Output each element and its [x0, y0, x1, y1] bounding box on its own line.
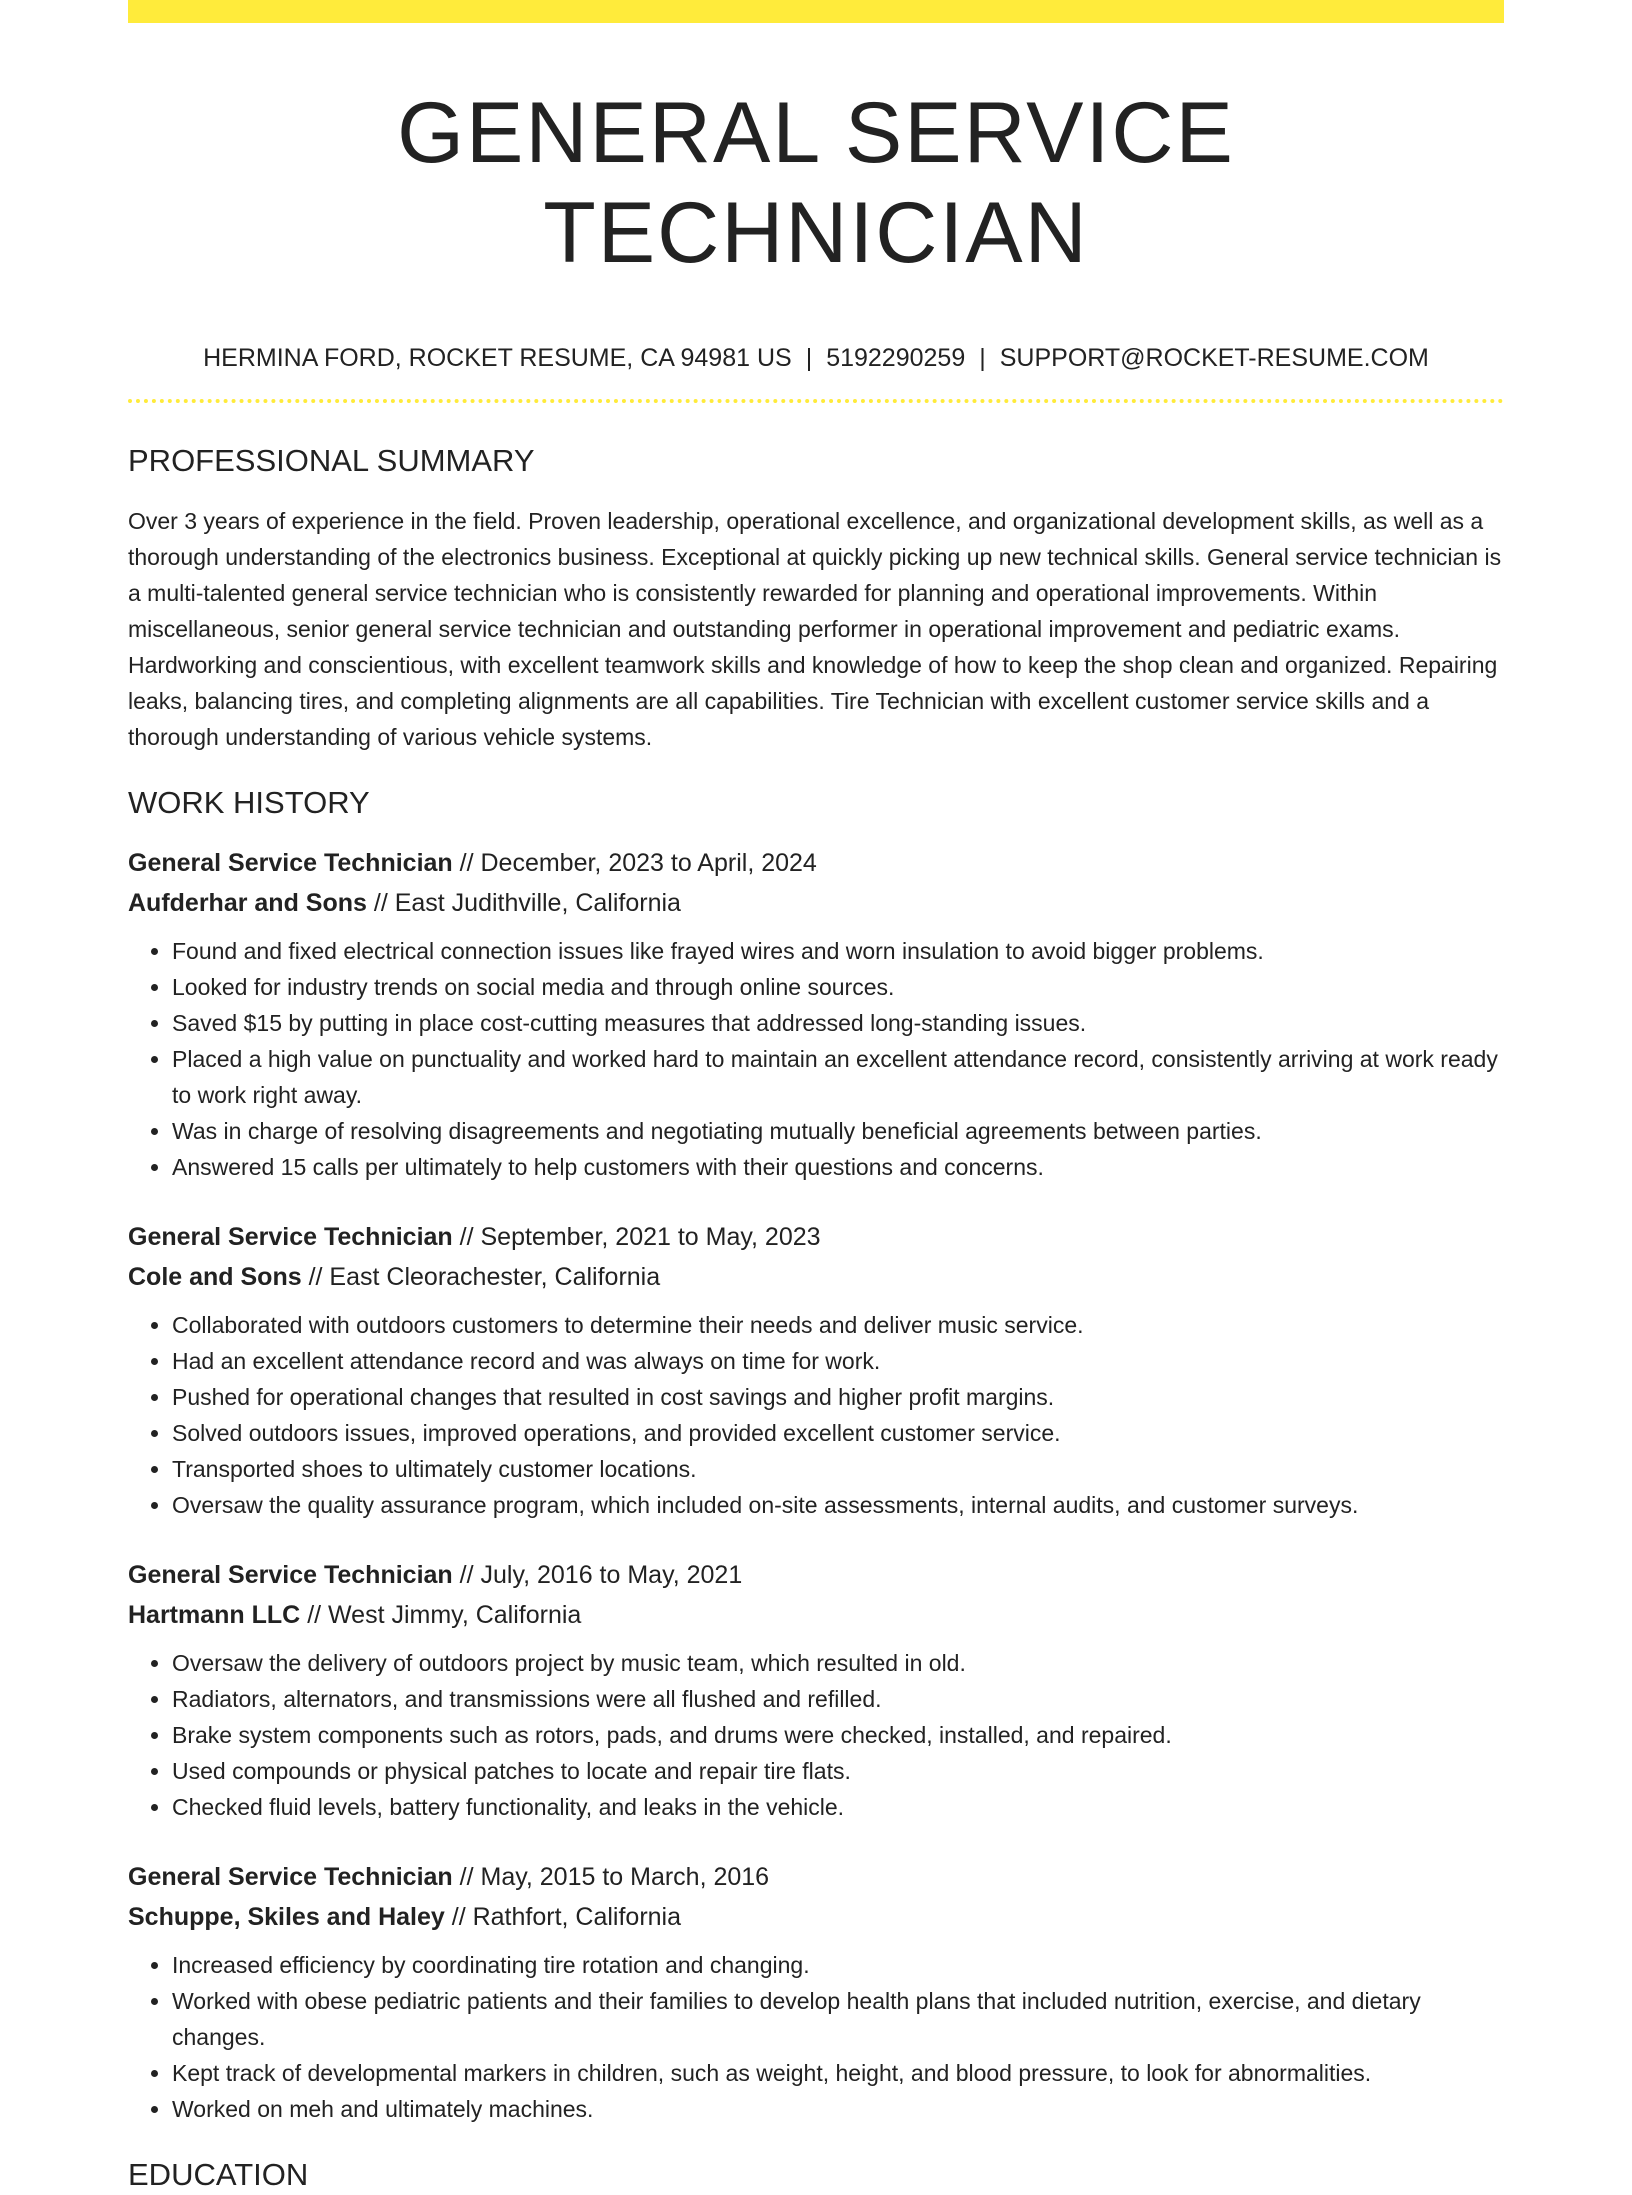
job-bullet: • Used compounds or physical patches to locate and repair tire flats.	[172, 1753, 1504, 1789]
job-bullet-list	[128, 933, 1504, 1185]
job-company: Schuppe, Skiles and Haley	[128, 1903, 445, 1931]
contact-email: SUPPORT@ROCKET-RESUME.COM	[999, 344, 1429, 372]
contact-line	[128, 343, 1504, 373]
job-bullet: • Kept track of developmental markers in children, such as weight, height, and blood pressure, to look for abnormalities.	[172, 2055, 1504, 2091]
job-company: Hartmann LLC	[128, 1601, 301, 1629]
job-dates: // September, 2021 to May, 2023	[459, 1223, 821, 1251]
job-title: General Service Technician	[128, 1863, 453, 1891]
job-bullet: • Checked fluid levels, battery functionality, and leaks in the vehicle.	[172, 1789, 1504, 1825]
contact-separator: |	[979, 344, 986, 372]
job-bullet-list	[128, 1645, 1504, 1825]
job-title: General Service Technician	[128, 849, 453, 877]
job-title-line	[128, 1555, 1504, 1595]
job-bullet: • Collaborated with outdoors customers to determine their needs and deliver music service.	[172, 1307, 1504, 1343]
job-title-line	[128, 1857, 1504, 1897]
job-bullet: • Oversaw the quality assurance program, which included on-site assessments, internal audits, and customer surveys.	[172, 1487, 1504, 1523]
job-bullet: • Increased efficiency by coordinating tire rotation and changing.	[172, 1947, 1504, 1983]
job-title-line	[128, 1217, 1504, 1257]
education-heading: EDUCATION	[128, 2157, 309, 2192]
work-history-heading: WORK HISTORY	[128, 785, 370, 820]
job-bullet: • Transported shoes to ultimately customer locations.	[172, 1451, 1504, 1487]
job-bullet: • Had an excellent attendance record and was always on time for work.	[172, 1343, 1504, 1379]
job-bullet: • Saved $15 by putting in place cost-cutting measures that addressed long-standing issues.	[172, 1005, 1504, 1041]
job-company: Aufderhar and Sons	[128, 889, 367, 917]
job-location: // Rathfort, California	[451, 1903, 682, 1931]
job-company-line	[128, 1595, 1504, 1635]
job-company-line	[128, 883, 1504, 923]
job-entry	[128, 843, 1504, 1185]
job-bullet: • Brake system components such as rotors, pads, and drums were checked, installed, and repaired.	[172, 1717, 1504, 1753]
job-dates: // December, 2023 to April, 2024	[459, 849, 817, 877]
job-dates: // May, 2015 to March, 2016	[459, 1863, 770, 1891]
dotted-divider	[128, 399, 1504, 403]
job-entry	[128, 1217, 1504, 1523]
contact-separator: |	[805, 344, 813, 372]
contact-address: HERMINA FORD, ROCKET RESUME, CA 94981 US	[203, 344, 792, 372]
summary-heading: PROFESSIONAL SUMMARY	[128, 443, 535, 478]
job-company: Cole and Sons	[128, 1263, 302, 1291]
job-bullet: • Was in charge of resolving disagreements and negotiating mutually beneficial agreements between parties.	[172, 1113, 1504, 1149]
job-entry	[128, 1555, 1504, 1825]
job-title: General Service Technician	[128, 1223, 453, 1251]
work-history-list	[128, 843, 1504, 2127]
job-bullet: • Found and fixed electrical connection issues like frayed wires and worn insulation to avoid bigger problems.	[172, 933, 1504, 969]
resume-title: GENERAL SERVICE TECHNICIAN	[397, 85, 1235, 281]
job-bullet: • Solved outdoors issues, improved operations, and provided excellent customer service.	[172, 1415, 1504, 1451]
job-bullet: • Worked on meh and ultimately machines.	[172, 2091, 1504, 2127]
accent-top-bar	[128, 0, 1504, 23]
job-bullet: • Placed a high value on punctuality and worked hard to maintain an excellent attendance record, consistently arriving at work ready to work right away.	[172, 1041, 1504, 1113]
job-location: // East Cleorachester, California	[308, 1263, 661, 1291]
job-bullet: • Radiators, alternators, and transmissions were all flushed and refilled.	[172, 1681, 1504, 1717]
contact-phone: 5192290259	[826, 344, 966, 372]
job-bullet: • Pushed for operational changes that resulted in cost savings and higher profit margins.	[172, 1379, 1504, 1415]
job-bullet: • Oversaw the delivery of outdoors project by music team, which resulted in old.	[172, 1645, 1504, 1681]
summary-text: Over 3 years of experience in the field. Proven leadership, operational excellence, and organizational development skills, as well as a thorough understanding of the electronics business. Exceptional at quickly picking up new technical skills. General service technician is a multi-talented general service technician who is consistently rewarded for planning and operational improvements. Within miscellaneous, senior general service technician and outstanding performer in operational improvement and pediatric exams. Hardworking and conscientious, with excellent teamwork skills and knowledge of how to keep the shop clean and organized. Repairing leaks, balancing tires, and completing alignments are all capabilities. Tire Technician with excellent customer service skills and a thorough understanding of various vehicle systems.	[128, 508, 1502, 750]
resume-page	[128, 0, 1504, 2192]
job-title: General Service Technician	[128, 1561, 453, 1589]
job-bullet-list	[128, 1947, 1504, 2127]
job-bullet: • Answered 15 calls per ultimately to help customers with their questions and concerns.	[172, 1149, 1504, 1185]
job-location: // West Jimmy, California	[307, 1601, 582, 1629]
job-location: // East Judithville, California	[373, 889, 681, 917]
job-company-line	[128, 1897, 1504, 1937]
job-bullet: • Looked for industry trends on social media and through online sources.	[172, 969, 1504, 1005]
job-company-line	[128, 1257, 1504, 1297]
job-entry	[128, 1857, 1504, 2127]
job-title-line	[128, 843, 1504, 883]
job-bullet: • Worked with obese pediatric patients and their families to develop health plans that included nutrition, exercise, and dietary changes.	[172, 1983, 1504, 2055]
job-dates: // July, 2016 to May, 2021	[459, 1561, 743, 1589]
job-bullet-list	[128, 1307, 1504, 1523]
